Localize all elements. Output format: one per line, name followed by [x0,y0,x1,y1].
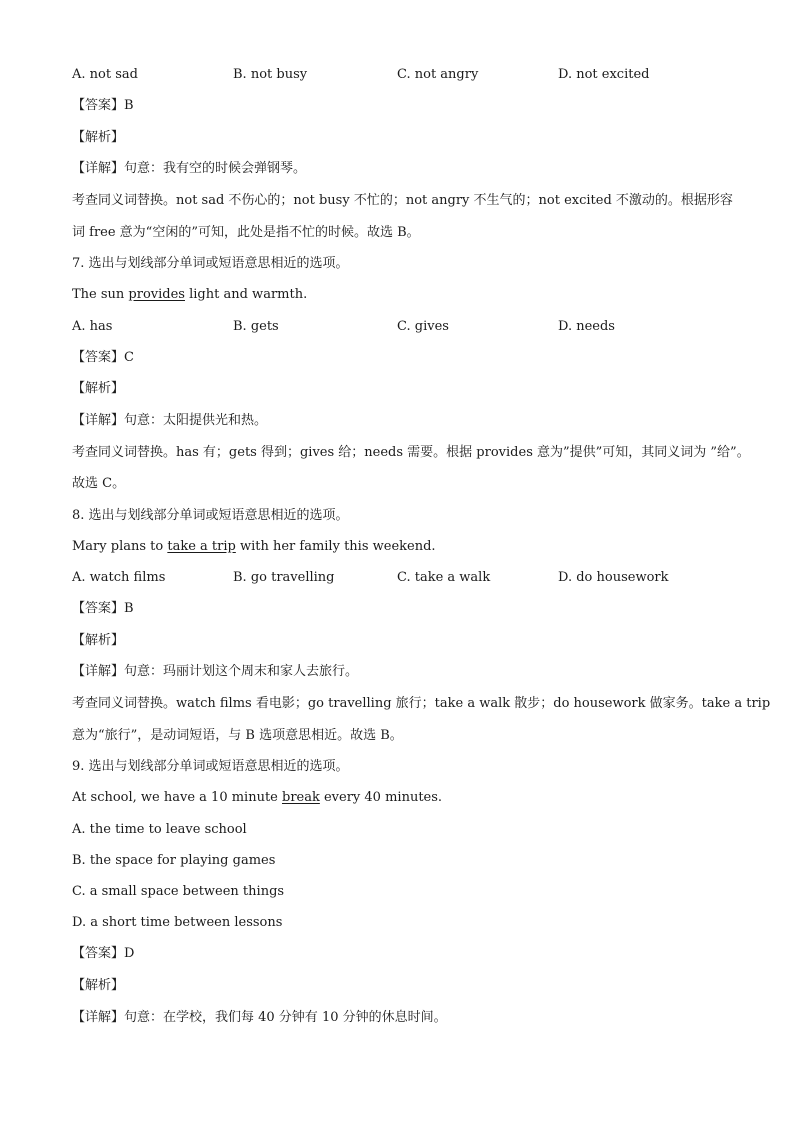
q8-option-b: B. go travelling [233,570,335,585]
q8-underlined-phrase: take a trip [167,539,236,554]
q7-question: 7. 选出与划线部分单词或短语意思相近的选项。 [72,256,349,271]
q7-option-d: D. needs [558,319,615,334]
q9-option-c: C. a small space between things [72,884,285,899]
q9-answer: 【答案】D [72,946,135,961]
q9-option-a: A. the time to leave school [72,822,247,837]
q9-sentence-pre: At school, we have a 10 minute [72,790,282,805]
q9-detail: 【详解】句意：在学校，我们每 40 分钟有 10 分钟的休息时间。 [72,1010,447,1025]
q7-explanation-line-2: 故选 C。 [72,476,126,491]
q7-answer: 【答案】C [72,350,134,365]
q8-question: 8. 选出与划线部分单词或短语意思相近的选项。 [72,508,349,523]
q9-sentence-post: every 40 minutes. [319,790,443,805]
q7-option-a: A. has [72,319,113,334]
q6-option-c: C. not angry [397,67,479,82]
q9-sentence [72,790,442,806]
q6-detail: 【详解】句意：我有空的时候会弹钢琴。 [72,161,307,176]
q6-option-a: A. not sad [72,67,138,82]
q7-option-b: B. gets [233,319,279,334]
q8-sentence-pre: Mary plans to [72,539,168,554]
q9-underlined-word: break [282,790,320,805]
q6-explanation-line-2: 词 free 意为“空闲的”可知，此处是指不忙的时候。故选 B。 [72,225,420,240]
q7-sentence-post: light and warmth. [184,287,308,302]
q8-analysis-heading: 【解析】 [72,633,125,648]
q6-analysis-heading: 【解析】 [72,130,125,145]
q6-explanation-line-1: 考查同义词替换。not sad 不伤心的；not busy 不忙的；not angry 不生气的；not excited 不激动的。根据形容 [72,193,733,208]
q9-option-d: D. a short time between lessons [72,915,283,930]
q8-option-c: C. take a walk [397,570,491,585]
q8-explanation-line-1: 考查同义词替换。watch films 看电影；go travelling 旅行；take a walk 散步；do housework 做家务。take a trip [72,696,771,711]
q7-option-c: C. gives [397,319,449,334]
q7-detail: 【详解】句意：太阳提供光和热。 [72,413,268,428]
q8-explanation-line-2: 意为“旅行”，是动词短语，与 B 选项意思相近。故选 B。 [72,728,403,743]
q6-option-b: B. not busy [233,67,308,82]
q7-explanation-line-1: 考查同义词替换。has 有；gets 得到；gives 给；needs 需要。根据 provides 意为”提供”可知，其同义词为 ”给”。 [72,445,750,460]
q8-sentence-post: with her family this weekend. [235,539,436,554]
q7-underlined-word: provides [128,287,185,302]
q9-analysis-heading: 【解析】 [72,978,125,993]
q8-option-d: D. do housework [558,570,669,585]
q8-sentence [72,539,436,555]
q7-sentence-pre: The sun [72,287,129,302]
q7-analysis-heading: 【解析】 [72,381,125,396]
q6-option-d: D. not excited [558,67,650,82]
q9-question: 9. 选出与划线部分单词或短语意思相近的选项。 [72,759,349,774]
q8-option-a: A. watch films [72,570,166,585]
q8-detail: 【详解】句意：玛丽计划这个周末和家人去旅行。 [72,664,359,679]
q9-option-b: B. the space for playing games [72,853,276,868]
q7-sentence [72,287,307,303]
q8-answer: 【答案】B [72,601,134,616]
q6-answer: 【答案】B [72,98,134,113]
